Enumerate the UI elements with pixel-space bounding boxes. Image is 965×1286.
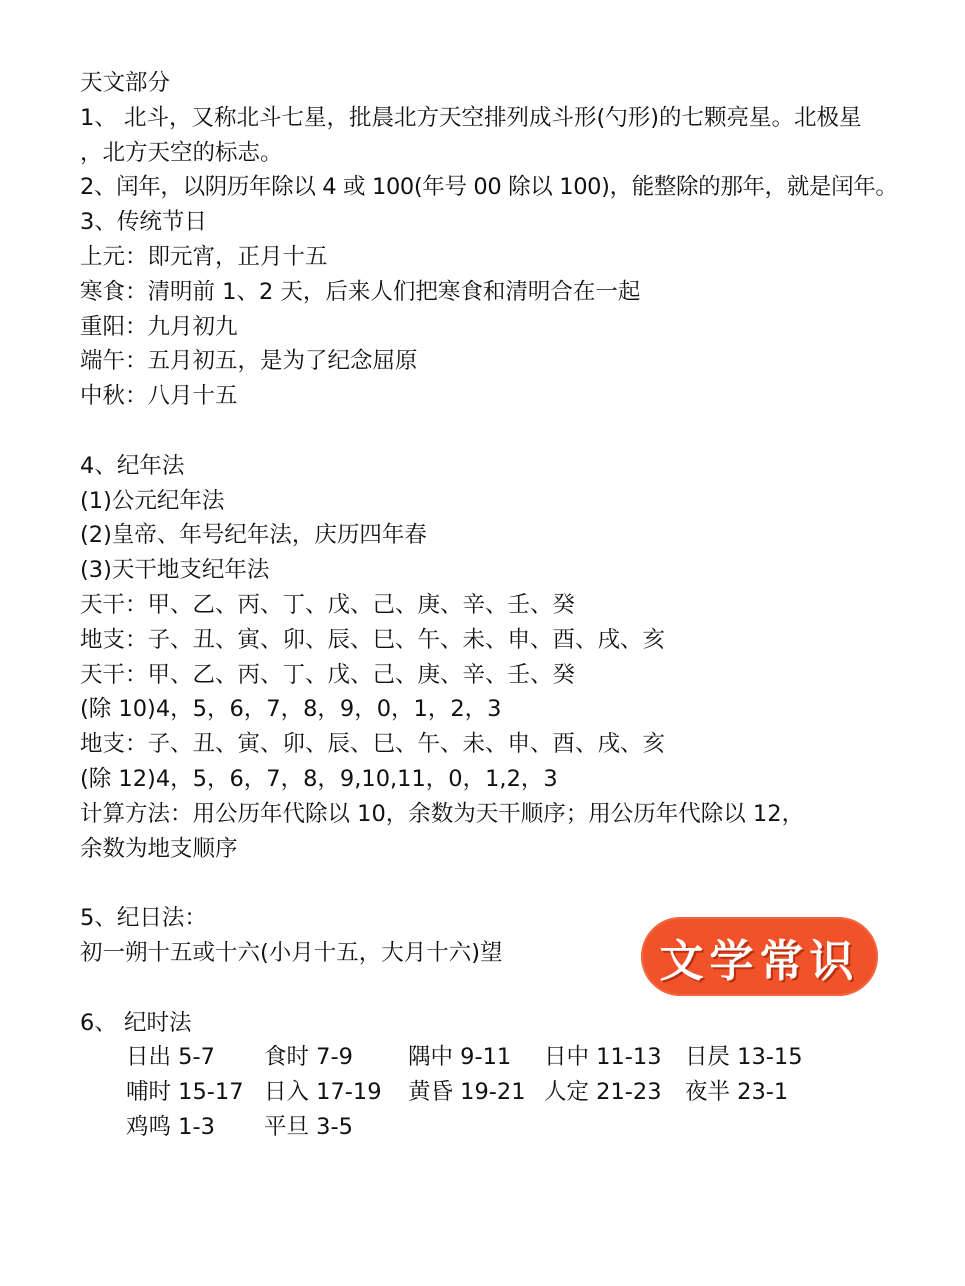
item-4-line: 地支：子、丑、寅、卯、辰、巳、午、未、申、酉、戌、亥 [80,731,666,758]
time-cell: 平旦 3-5 [264,1113,353,1140]
item-4-line: (1)公元纪年法 [80,487,225,514]
time-row [126,1040,950,1075]
time-cell: 日昃 13-15 [685,1044,803,1071]
item-4-line: 天干：甲、乙、丙、丁、戊、己、庚、辛、壬、癸 [80,661,576,688]
section-title: 天文部分 [80,70,171,96]
time-cell: 哺时 15-17 [126,1079,244,1106]
item-4-line: 计算方法：用公历年代除以 10，余数为天干顺序；用公历年代除以 12， [80,800,805,827]
item-1-line-2: ，北方天空的标志。 [80,139,283,166]
literature-knowledge-stamp [641,917,878,996]
festival-line: 重阳：九月初九 [80,313,238,340]
item-4-line: 余数为地支顺序 [80,835,238,862]
time-cell: 隅中 9-11 [408,1044,512,1071]
item-1-line-1: 1、 北斗，又称北斗七星，批晨北方天空排列成斗形(勺形)的七颗亮星。北极星 [80,104,862,131]
time-cell: 鸡鸣 1-3 [126,1113,215,1140]
item-5-line: 初一朔十五或十六(小月十五，大月十六)望 [80,939,503,966]
festival-line: 端午：五月初五，是为了纪念屈原 [80,348,418,375]
item-2: 2、闰年，以阴历年除以 4 或 100(年号 00 除以 100)，能整除的那年，就是闰年。 [80,174,898,201]
stamp-text: 文学常识 [659,935,860,987]
time-cell: 黄昏 19-21 [408,1079,526,1106]
item-4-line: (3)天干地支纪年法 [80,557,270,584]
time-cell: 日中 11-13 [544,1044,662,1071]
item-4-line: 天干：甲、乙、丙、丁、戊、己、庚、辛、壬、癸 [80,591,576,618]
time-cell: 日入 17-19 [264,1079,382,1106]
time-row [126,1075,950,1110]
item-4-line: (2)皇帝、年号纪年法，庆历四年春 [80,522,427,549]
spacer [80,866,950,901]
time-table [80,1040,950,1144]
time-cell: 食时 7-9 [264,1044,353,1071]
item-4-line: 地支：子、丑、寅、卯、辰、巳、午、未、申、酉、戌、亥 [80,626,666,653]
time-cell: 人定 21-23 [544,1079,662,1106]
item-3-title: 3、传统节日 [80,209,207,236]
item-6-title: 6、 纪时法 [80,1009,192,1036]
time-row [126,1110,950,1145]
time-cell: 日出 5-7 [126,1044,215,1071]
festival-line: 寒食：清明前 1、2 天，后来人们把寒食和清明合在一起 [80,278,641,305]
item-5-title: 5、纪日法： [80,905,207,932]
item-4-line: (除 12)4，5，6，7，8，9,10,11，0，1,2，3 [80,765,558,792]
festival-line: 中秋：八月十五 [80,383,238,410]
time-cell: 夜半 23-1 [685,1079,789,1106]
festival-line: 上元：即元宵，正月十五 [80,243,328,270]
item-4-line: (除 10)4，5，6，7，8，9，0，1，2，3 [80,696,502,723]
item-4-title: 4、纪年法 [80,452,185,479]
spacer [80,414,950,449]
